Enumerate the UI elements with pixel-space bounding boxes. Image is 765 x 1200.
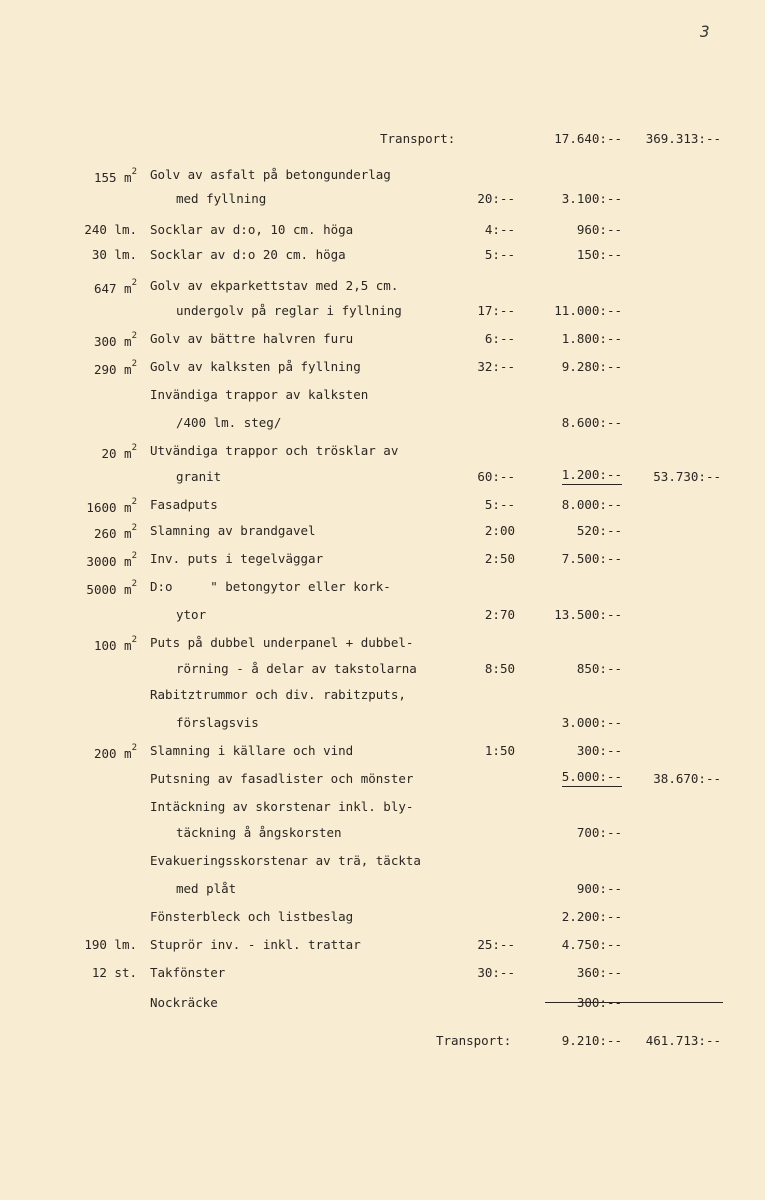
unit-price: 2:00 [484, 523, 515, 538]
item-description: undergolv på reglar i fyllning [176, 303, 402, 318]
table-row [0, 275, 765, 297]
quantity [94, 328, 137, 353]
quantity [94, 520, 137, 545]
sum-underline [545, 1002, 723, 1003]
unit-price: 30:-- [477, 965, 515, 980]
unit-exponent: 2 [131, 523, 137, 533]
unit-price: 6:-- [484, 331, 515, 346]
item-description: Fönsterbleck och listbeslag [150, 909, 354, 924]
item-description: Slamning av brandgavel [150, 523, 316, 538]
unit-exponent: 2 [131, 331, 137, 341]
table-row [0, 384, 765, 406]
unit-exponent: 2 [131, 443, 137, 453]
table-row [0, 632, 765, 654]
item-description: Golv av bättre halvren furu [150, 331, 354, 346]
table-row [0, 850, 765, 872]
line-amount: 2.200:-- [561, 909, 622, 924]
transport-total: 461.713:-- [645, 1033, 721, 1048]
table-row [0, 934, 765, 956]
unit-exponent: 2 [131, 579, 137, 589]
quantity [86, 576, 137, 601]
line-amount: 150:-- [576, 247, 622, 262]
table-row [0, 576, 765, 598]
table-row [0, 992, 765, 1014]
unit-exponent: 2 [131, 359, 137, 369]
item-description: Stuprör inv. - inkl. trattar [150, 937, 361, 952]
item-description: Slamning i källare och vind [150, 743, 354, 758]
line-amount: 520:-- [576, 523, 622, 538]
table-row [0, 740, 765, 762]
transport-sum: 17.640:-- [554, 131, 622, 146]
unit-price: 17:-- [477, 303, 515, 318]
unit-price: 32:-- [477, 359, 515, 374]
quantity [101, 440, 137, 465]
line-amount: 700:-- [576, 825, 622, 840]
line-amount: 9.280:-- [561, 359, 622, 374]
line-amount: 850:-- [576, 661, 622, 676]
subtotal: 53.730:-- [653, 469, 721, 484]
table-row [0, 520, 765, 542]
item-description: Utvändiga trappor och trösklar av [150, 443, 399, 458]
quantity [94, 164, 137, 189]
quantity-value: 12 st. [91, 965, 137, 980]
table-row [0, 822, 765, 844]
line-amount: 1.800:-- [561, 331, 622, 346]
table-row [0, 219, 765, 241]
unit-exponent: 2 [131, 497, 137, 507]
unit-price: 20:-- [477, 191, 515, 206]
item-description: med plåt [176, 881, 237, 896]
unit-exponent: 2 [131, 635, 137, 645]
quantity-value: 260 m [93, 526, 132, 542]
table-row [0, 962, 765, 984]
unit-exponent: 2 [131, 551, 137, 561]
quantity-value: 5000 m [86, 582, 132, 598]
unit-price: 1:50 [484, 743, 515, 758]
quantity [94, 356, 137, 381]
item-description: Evakueringsskorstenar av trä, täckta [150, 853, 421, 868]
item-description: Golv av kalksten på fyllning [150, 359, 361, 374]
unit-price: 2:50 [484, 551, 515, 566]
table-row [0, 244, 765, 266]
transport-total: 369.313:-- [645, 131, 721, 146]
line-amount: 4.750:-- [561, 937, 622, 952]
item-description: Invändiga trappor av kalksten [150, 387, 369, 402]
table-row [0, 712, 765, 734]
unit-price: 5:-- [484, 497, 515, 512]
table-row [0, 658, 765, 680]
quantity-value: 200 m [93, 746, 132, 762]
transport-label: Transport: [436, 1033, 512, 1048]
item-description: Intäckning av skorstenar inkl. bly- [150, 799, 414, 814]
line-amount: 360:-- [576, 965, 622, 980]
quantity [92, 244, 137, 266]
quantity [94, 632, 137, 657]
unit-price: 2:70 [484, 607, 515, 622]
line-amount: 5.000:-- [562, 768, 622, 787]
table-row [0, 684, 765, 706]
line-amount: 300:-- [576, 743, 622, 758]
item-description: Rabitztrummor och div. rabitzputs, [150, 687, 406, 702]
quantity [94, 740, 137, 765]
line-amount: 3.000:-- [561, 715, 622, 730]
line-amount: 300:-- [576, 995, 622, 1010]
line-amount: 13.500:-- [554, 607, 622, 622]
item-description: Takfönster [150, 965, 226, 980]
table-row [0, 494, 765, 516]
table-row [0, 906, 765, 928]
transport-label: Transport: [380, 131, 456, 146]
unit-exponent: 2 [131, 278, 137, 288]
unit-price: 5:-- [484, 247, 515, 262]
quantity [86, 548, 137, 573]
quantity-value: 190 lm. [84, 937, 137, 952]
line-amount: 1.200:-- [562, 466, 622, 485]
transport-sum: 9.210:-- [561, 1033, 622, 1048]
item-description: rörning - å delar av takstolarna [176, 661, 417, 676]
table-row [0, 466, 765, 488]
quantity [84, 219, 137, 241]
line-amount: 960:-- [576, 222, 622, 237]
table-row [0, 356, 765, 378]
quantity-value: 20 m [101, 446, 132, 462]
unit-price: 25:-- [477, 937, 515, 952]
table-row [0, 768, 765, 790]
quantity-value: 3000 m [86, 554, 132, 570]
subtotal: 38.670:-- [653, 771, 721, 786]
item-description: D:o " betongytor eller kork- [150, 579, 391, 594]
table-row [0, 878, 765, 900]
table-row [0, 300, 765, 322]
quantity [84, 934, 137, 956]
item-description: Socklar av d:o, 10 cm. höga [150, 222, 354, 237]
unit-price: 8:50 [484, 661, 515, 676]
item-description: Putsning av fasadlister och mönster [150, 771, 414, 786]
quantity-value: 240 lm. [84, 222, 137, 237]
item-description: Golv av ekparkettstav med 2,5 cm. [150, 278, 399, 293]
item-description: ytor [176, 607, 207, 622]
quantity-value: 155 m [93, 170, 132, 186]
table-row [0, 328, 765, 350]
table-row [0, 164, 765, 186]
unit-exponent: 2 [131, 743, 137, 753]
item-description: täckning å ångskorsten [176, 825, 342, 840]
table-row [0, 604, 765, 626]
table-row [0, 796, 765, 818]
item-description: Nockräcke [150, 995, 218, 1010]
unit-exponent: 2 [131, 167, 137, 177]
quantity-value: 100 m [93, 638, 132, 654]
table-row [0, 412, 765, 434]
line-amount: 3.100:-- [561, 191, 622, 206]
item-description: med fyllning [176, 191, 267, 206]
item-description: Socklar av d:o 20 cm. höga [150, 247, 346, 262]
quantity [94, 275, 137, 300]
line-amount: 7.500:-- [561, 551, 622, 566]
item-description: förslagsvis [176, 715, 259, 730]
line-amount: 900:-- [576, 881, 622, 896]
page-number: 3 [700, 22, 710, 41]
quantity-value: 290 m [93, 362, 132, 378]
item-description: Fasadputs [150, 497, 218, 512]
transport-bottom-row [0, 1030, 765, 1052]
quantity-value: 1600 m [86, 500, 132, 516]
item-description: /400 lm. steg/ [176, 415, 282, 430]
quantity-value: 647 m [93, 281, 132, 297]
line-amount: 8.600:-- [561, 415, 622, 430]
unit-price: 60:-- [477, 469, 515, 484]
table-row [0, 188, 765, 210]
quantity [86, 494, 137, 519]
line-amount: 11.000:-- [554, 303, 622, 318]
quantity [92, 962, 137, 984]
quantity-value: 30 lm. [91, 247, 137, 262]
unit-price: 4:-- [484, 222, 515, 237]
item-description: granit [176, 469, 222, 484]
item-description: Golv av asfalt på betongunderlag [150, 167, 391, 182]
line-amount: 8.000:-- [561, 497, 622, 512]
item-description: Puts på dubbel underpanel + dubbel- [150, 635, 414, 650]
transport-top-row [0, 128, 765, 150]
item-description: Inv. puts i tegelväggar [150, 551, 324, 566]
quantity-value: 300 m [93, 334, 132, 350]
table-row [0, 548, 765, 570]
table-row [0, 440, 765, 462]
